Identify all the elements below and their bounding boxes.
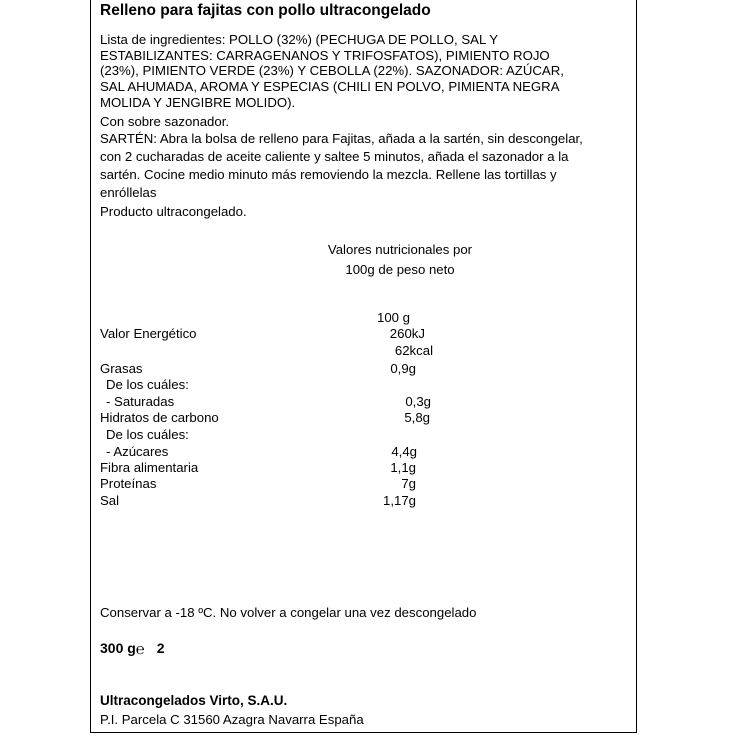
- nutrient-label: - Saturadas: [106, 394, 175, 409]
- nutrient-label: Fibra alimentaria: [100, 460, 199, 475]
- instructions-line: enróllelas: [100, 185, 157, 200]
- ingredients-line: SAL AHUMADA, AROMA Y ESPECIAS (CHILI EN POLVO, PIMIENTA NEGRA: [100, 79, 560, 94]
- storage-instructions: Conservar a -18 ºC. No volver a congelar una vez descongelado: [100, 605, 477, 620]
- instructions-line: sartén. Cocine medio minuto más removiendo la mezcla. Rellene las tortillas y: [100, 167, 557, 182]
- nutrient-value: 7g: [401, 476, 416, 491]
- nutrient-value: 1,17g: [382, 493, 416, 508]
- ingredients-line: (23%), PIMIENTO VERDE (23%) Y CEBOLLA (22%). SAZONADOR: AZÚCAR,: [100, 63, 564, 78]
- instructions-line: con 2 cucharadas de aceite caliente y saltee 5 minutos, añada el sazonador a la: [100, 149, 569, 164]
- nutrient-value: 4,4g: [391, 444, 417, 459]
- nutrient-label: Sal: [100, 493, 120, 508]
- ingredients-line: MOLIDA Y JENGIBRE MOLIDO).: [100, 95, 296, 110]
- nutrient-label: De los cuáles:: [106, 377, 189, 392]
- estimated-sign-icon: ℮: [135, 641, 145, 658]
- company-name: Ultracongelados Virto, S.A.U.: [100, 693, 288, 708]
- nutrient-value: 1,1g: [390, 460, 416, 475]
- net-weight-line: [100, 640, 165, 657]
- energy-kj: 260kJ: [389, 326, 425, 341]
- portions: 2: [156, 640, 165, 656]
- column-header: 100 g: [376, 310, 410, 325]
- nutrient-label: - Azúcares: [106, 444, 169, 459]
- nutrient-value: 0,9g: [390, 361, 416, 376]
- nutrition-header-line1: Valores nutricionales por: [327, 242, 473, 257]
- product-type: Producto ultracongelado.: [100, 204, 247, 219]
- energy-label: Valor Energético: [100, 326, 197, 341]
- net-weight: 300 g: [100, 640, 136, 656]
- nutrition-header-line2: 100g de peso neto: [345, 262, 455, 277]
- nutrient-value: 0,3g: [405, 394, 431, 409]
- nutrient-label: Proteínas: [100, 476, 157, 491]
- nutrient-label: Grasas: [100, 361, 143, 376]
- nutrient-label: De los cuáles:: [106, 427, 189, 442]
- ingredients-line: Lista de ingredientes: POLLO (32%) (PECHUGA DE POLLO, SAL Y: [100, 32, 499, 47]
- energy-kcal: 62kcal: [394, 343, 433, 358]
- nutrition-header: [300, 240, 500, 280]
- company-address: P.I. Parcela C 31560 Azagra Navarra España: [100, 712, 364, 727]
- seasoning-sachet-note: Con sobre sazonador.: [100, 114, 230, 129]
- ingredients-line: ESTABILIZANTES: CARRAGENANOS Y TRIFOSFATOS), PIMIENTO ROJO: [100, 48, 550, 63]
- product-title: Relleno para fajitas con pollo ultracongelado: [100, 2, 431, 19]
- nutrient-value: 5,8g: [404, 410, 430, 425]
- instructions-line: SARTÉN: Abra la bolsa de relleno para Fajitas, añada a la sartén, sin descongelar,: [100, 131, 583, 146]
- nutrient-label: Hidratos de carbono: [100, 410, 219, 425]
